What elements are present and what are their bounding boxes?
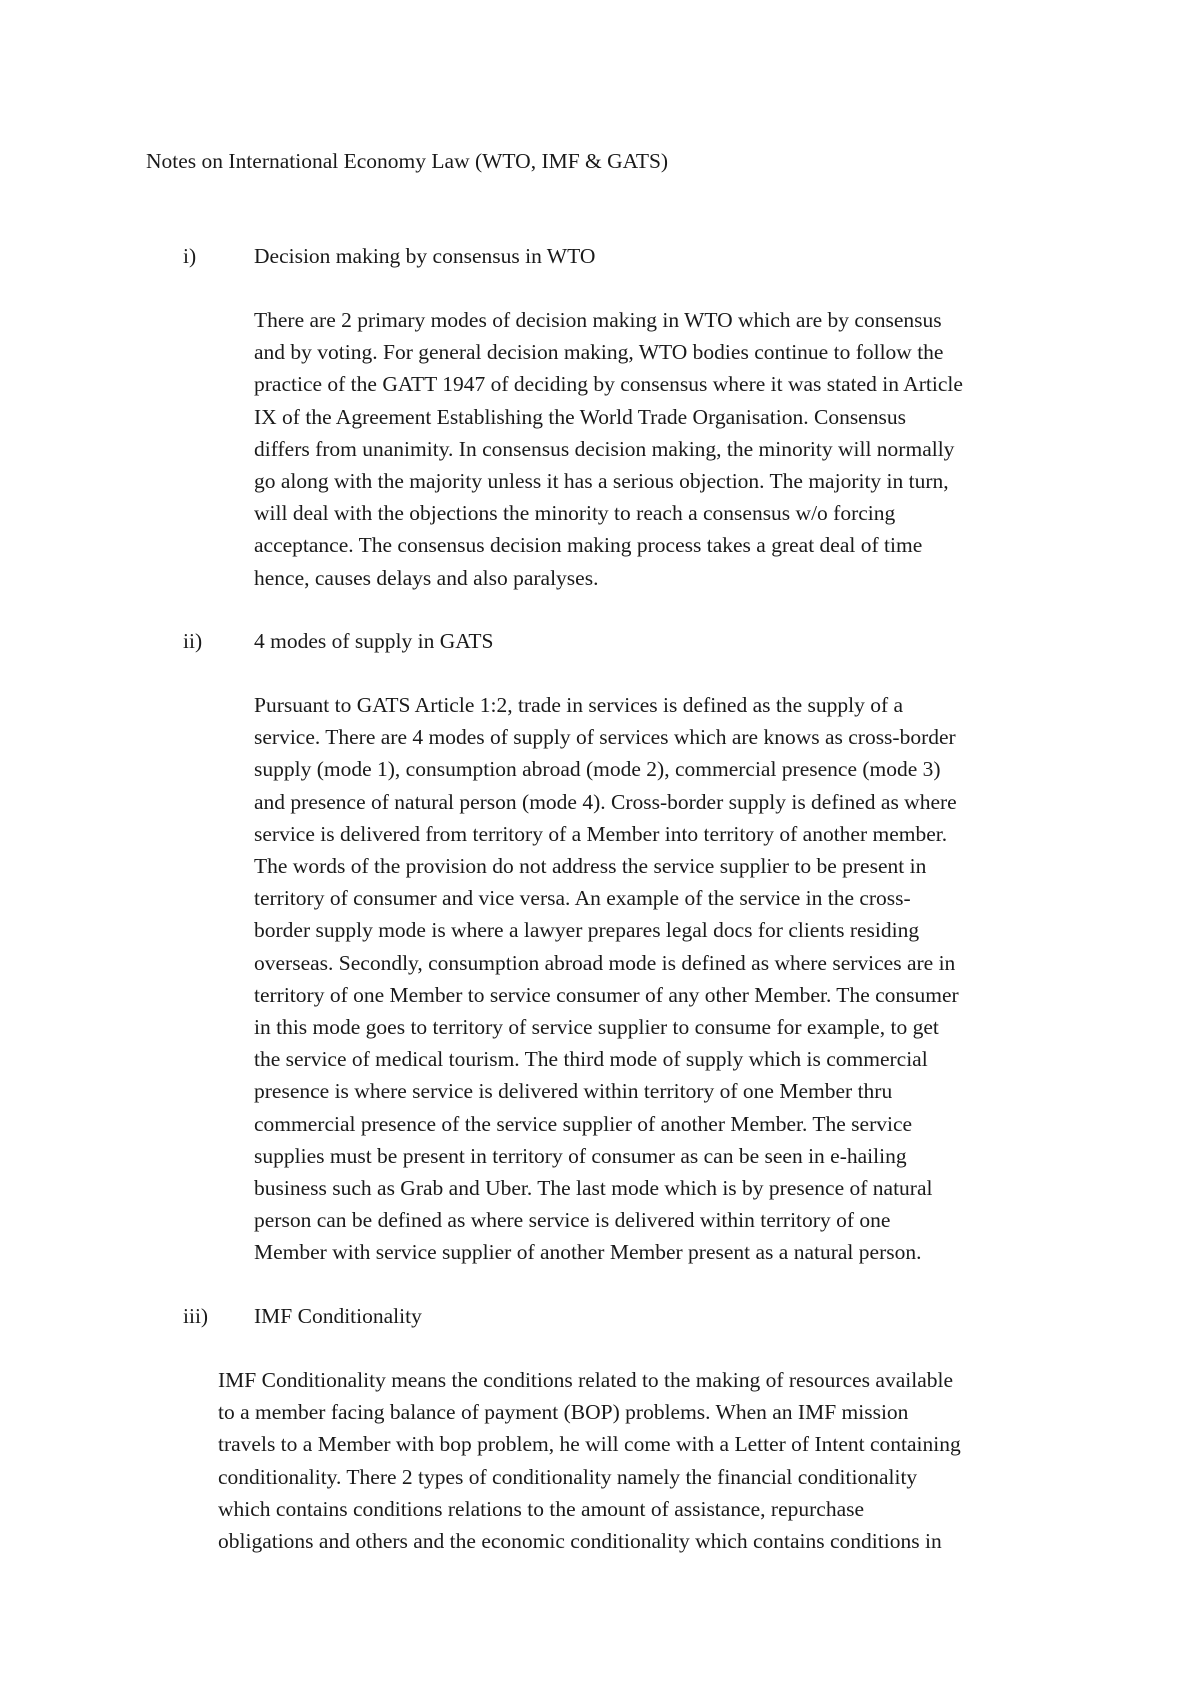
section-body-iii: IMF Conditionality means the conditions related to the making of resources available to a member facing balance of payment (BOP) problems. When an IMF mission travels to a Member with bop problem, he will come with a Letter of Intent containing conditionality. There 2 types of conditionality namely the financial conditionality which contains conditions relations to the amount of assistance, repurchase obligations and others and the economic conditionality which contains conditions in	[218, 1368, 961, 1554]
section-number: ii)	[183, 629, 203, 653]
section-title: IMF Conditionality	[254, 1304, 422, 1328]
section-body-i: There are 2 primary modes of decision making in WTO which are by consensus and by voting. For general decision making, WTO bodies continue to follow the practice of the GATT 1947 of deciding by consensus where it was stated in Article IX of the Agreement Establishing the World Trade Organisation. Consensus differs from unanimity. In consensus decision making, the minority will normally go along with the majority unless it has a serious objection. The majority in turn, will deal with the objections the minority to reach a consensus w/o forcing acceptance. The consensus decision making process takes a great deal of time hence, causes delays and also paralyses.	[254, 308, 963, 590]
section-number: iii)	[183, 1304, 209, 1328]
section-title: 4 modes of supply in GATS	[254, 629, 494, 653]
section-body-ii: Pursuant to GATS Article 1:2, trade in services is defined as the supply of a service. There are 4 modes of supply of services which are knows as cross-border supply (mode 1), consumption abroad (mode 2), commercial presence (mode 3) and presence of natural person (mode 4). Cross-border supply is defined as where service is delivered from territory of a Member into territory of another member. The words of the provision do not address the service supplier to be present in territory of consumer and vice versa. An example of the service in the cross- border supply mode is where a lawyer prepares legal docs for clients residing overseas. Secondly, consumption abroad mode is defined as where services are in territory of one Member to service consumer of any other Member. The consumer in this mode goes to territory of service supplier to consume for example, to get the service of medical tourism. The third mode of supply which is commercial presence is where service is delivered within territory of one Member thru commercial presence of the service supplier of another Member. The service supplies must be present in territory of consumer as can be seen in e-hailing business such as Grab and Uber. The last mode which is by presence of natural person can be defined as where service is delivered within territory of one Member with service supplier of another Member present as a natural person.	[254, 693, 959, 1265]
section-number: i)	[183, 244, 197, 268]
section-title: Decision making by consensus in WTO	[254, 244, 596, 268]
document-title: Notes on International Economy Law (WTO, IMF & GATS)	[146, 149, 669, 173]
